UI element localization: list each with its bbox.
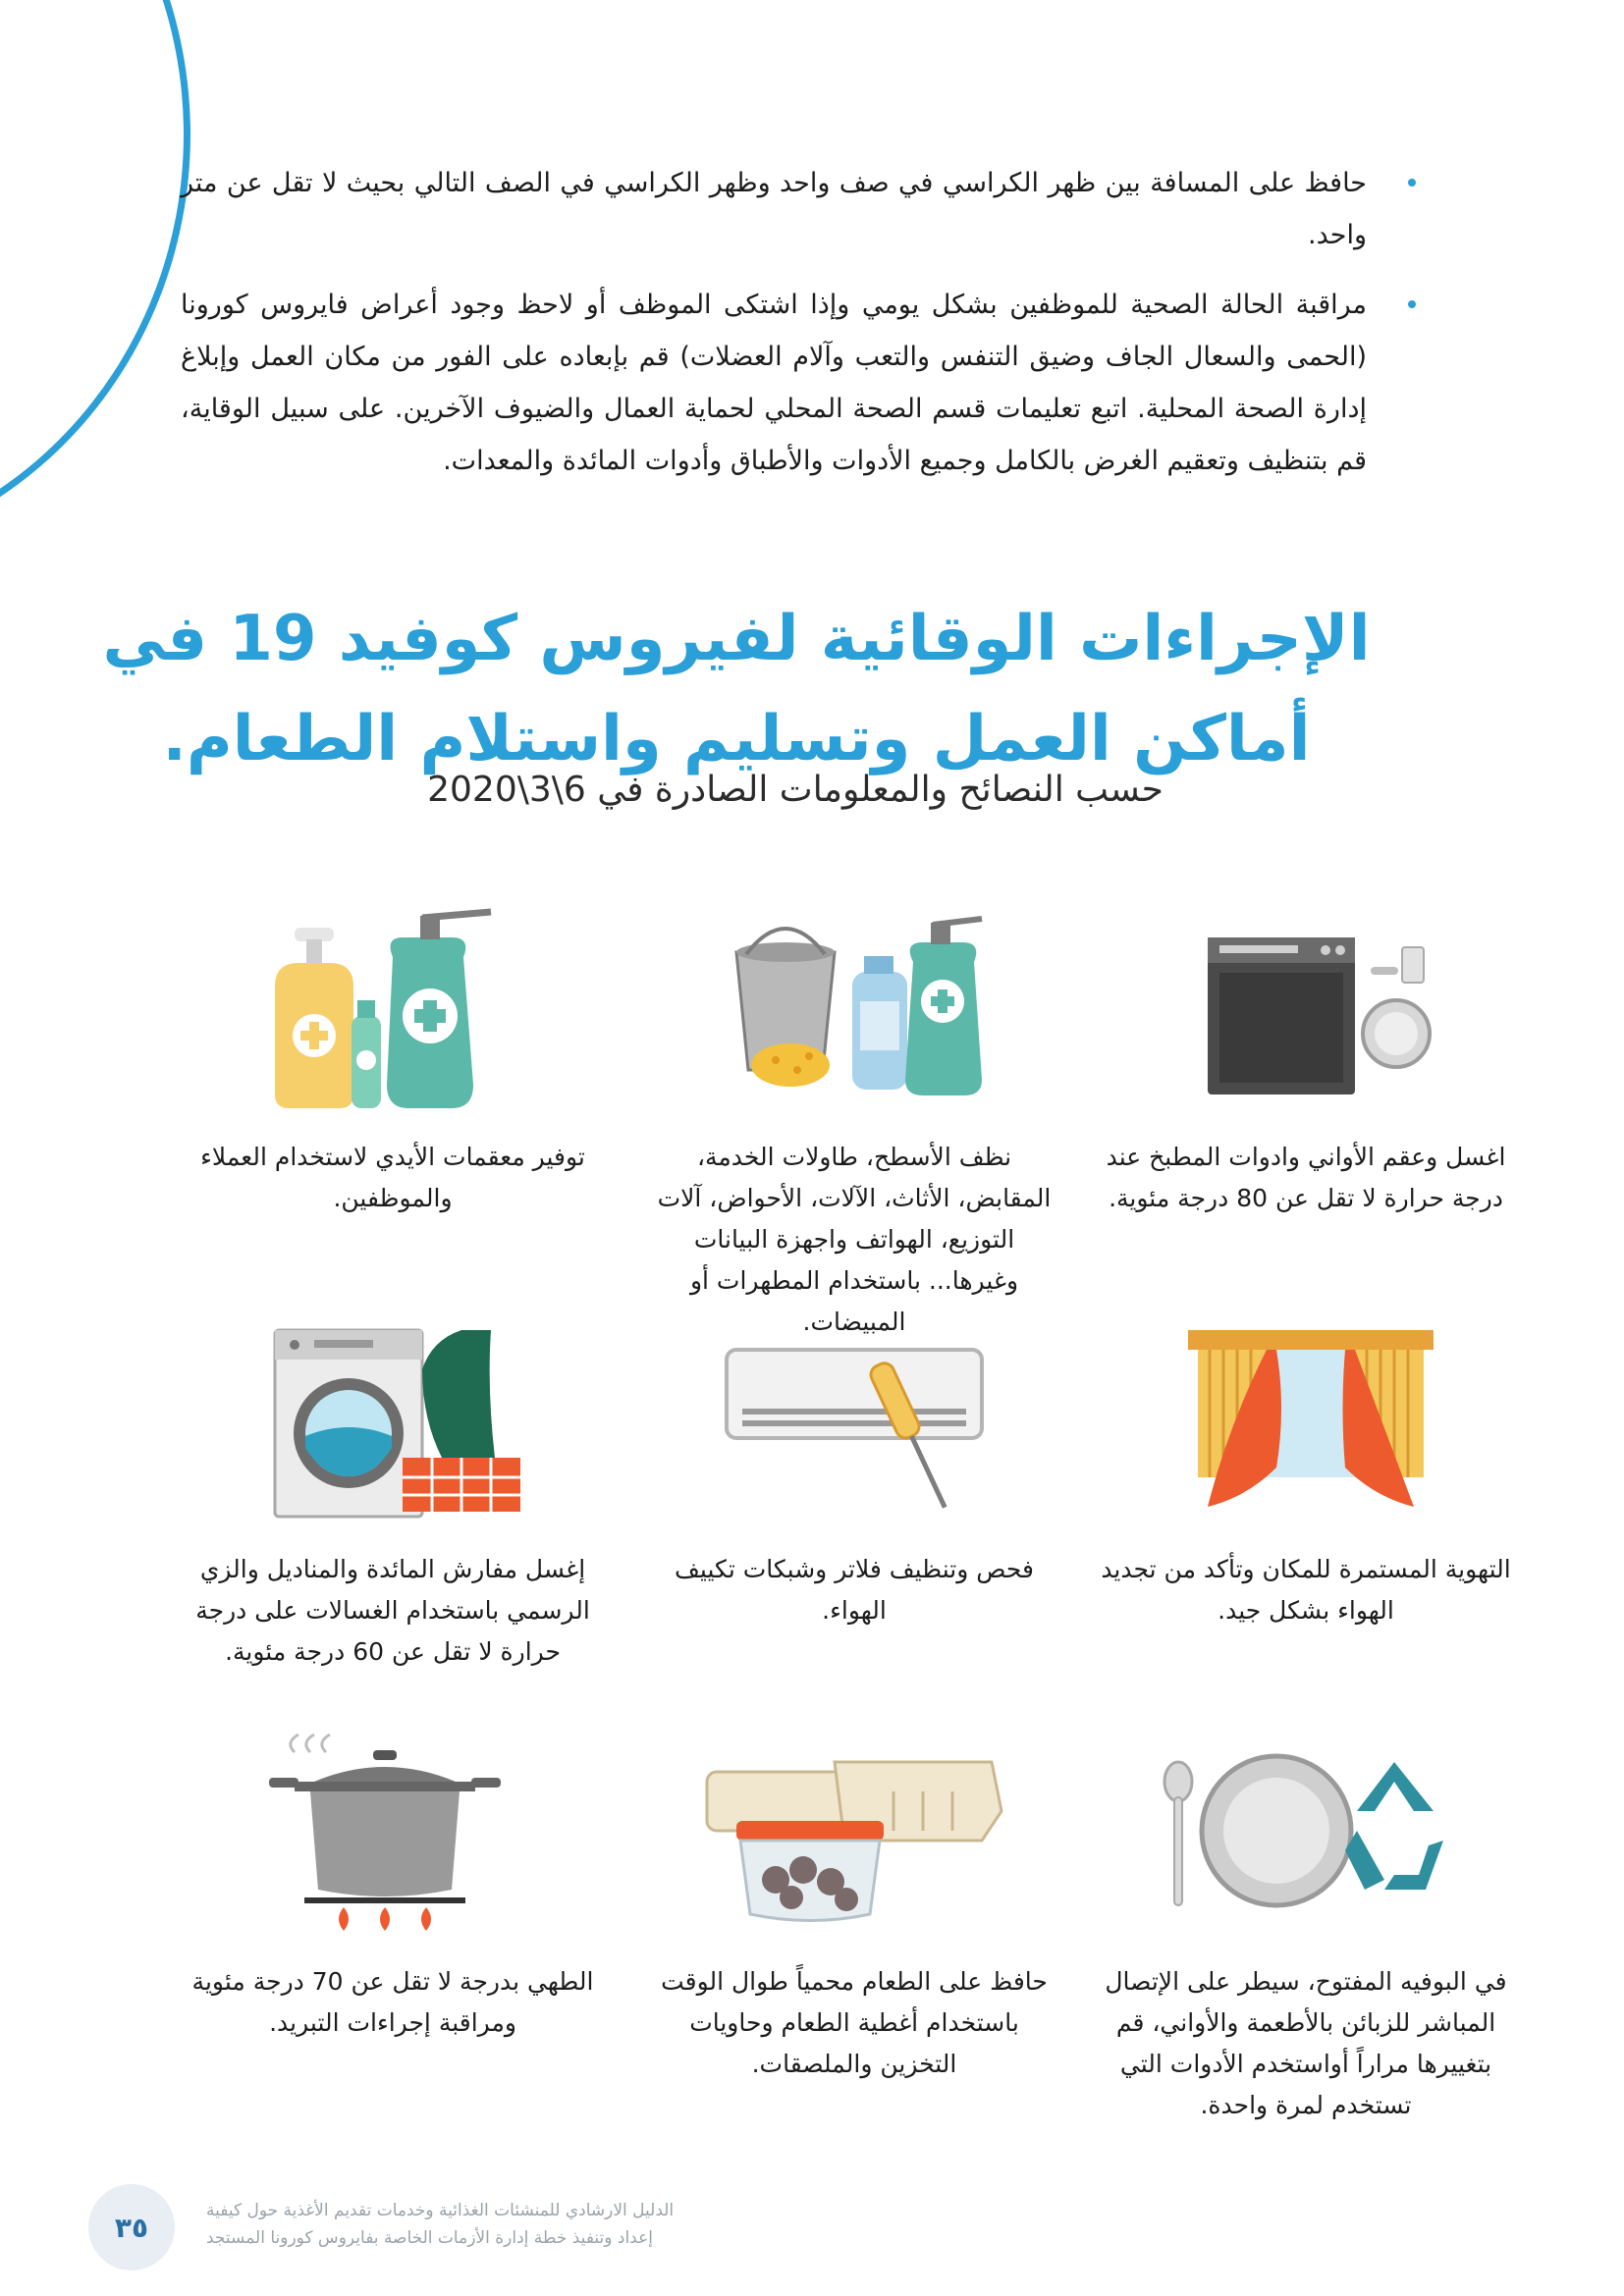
measure-caption: إغسل مفارش المائدة والمناديل والزي الرسمي باستخدام الغسالات على درجة حرارة لا تقل عن 60 درجة مئوية. [195,1555,590,1666]
measure-caption: في البوفيه المفتوح، سيطر على الإتصال المباشر للزبائن بالأطعمة والأواني، قم بتغييرها مراراً أواستخدم الأدوات التي تستخدم لمرة واحدة. [1105,1967,1507,2119]
footer [206,2197,795,2252]
measure-food-protection [648,1718,1060,2085]
measure-caption: حافظ على الطعام محمياً طوال الوقت باستخدام أغطية الطعام وحاويات التخزين والملصقات. [661,1967,1048,2078]
measure-caption: توفير معقمات الأيدي لاستخدام العملاء والموظفين. [200,1143,585,1212]
washing-machine-icon [187,1306,599,1531]
recycle-plate-icon [1100,1718,1512,1944]
dishwasher-icon [1100,893,1512,1119]
measure-caption: التهوية المستمرة للمكان وتأكد من تجديد الهواء بشكل جيد. [1101,1555,1511,1625]
bullet-list [181,157,1388,505]
cleaning-supplies-icon [648,893,1060,1119]
measure-ventilation [1100,1306,1512,1631]
measure-ac-filters [648,1306,1060,1631]
measure-surface-cleaning [648,893,1060,1343]
footer-line-2: إعداد وتنفيذ خطة إدارة الأزمات الخاصة بفايروس كورونا المستجد [206,2228,653,2248]
bullet-item: مراقبة الحالة الصحية للموظفين بشكل يومي وإذا اشتكى الموظف أو لاحظ وجود أعراض فايروس كورونا (الحمى والسعال الجاف وضيق التنفس والتعب وآلام العضلات) قم بإبعاده على الفور من مكان العمل وإبلاغ إدارة الصحة المحلية. اتبع تعليمات قسم الصحة المحلي لحماية العمال والضيوف الآخرين. على سبيل الوقاية، قم بتنظيف وتعقيم الغرض بالكامل وجميع الأدوات والأطباق وأدوات المائدة والمعدات. [181,279,1388,487]
food-container-icon [648,1718,1060,1944]
measure-hand-sanitizer [187,893,599,1219]
measure-buffet [1100,1718,1512,2126]
decorative-arc [0,0,190,563]
measure-dishwasher [1100,893,1512,1219]
bullet-item: حافظ على المسافة بين ظهر الكراسي في صف واحد وظهر الكراسي في الصف التالي بحيث لا تقل عن متر واحد. [181,157,1388,261]
measure-caption: فحص وتنظيف فلاتر وشبكات تكييف الهواء. [675,1555,1034,1625]
title-line-2: أماكن العمل وتسليم واستلام الطعام. [162,703,1311,775]
measures-grid [137,893,1512,2140]
measure-caption: اغسل وعقم الأواني وادوات المطبخ عند درجة حرارة لا تقل عن 80 درجة مئوية. [1106,1143,1506,1212]
measure-cooking-temp [187,1718,599,2044]
hand-sanitizer-icon [187,893,599,1119]
title-line-1: الإجراءات الوقائية لفيروس كوفيد 19 في [102,603,1371,675]
cooking-pot-icon [187,1718,599,1944]
air-conditioner-icon [648,1306,1060,1531]
measure-laundry [187,1306,599,1673]
page-subtitle: حسب النصائح والمعلومات الصادرة في 6\3\2020 [427,770,1164,810]
measure-caption: نظف الأسطح، طاولات الخدمة، المقابض، الأثاث، الآلات، الأحواض، آلات التوزيع، الهواتف واجهزة البيانات وغيرها... باستخدام المطهرات أو المبيضات. [657,1143,1052,1336]
open-window-icon [1100,1306,1512,1531]
page-number: ٣٥ [88,2184,175,2270]
footer-line-1: الدليل الارشادي للمنشئات الغذائية وخدمات تقديم الأغذية حول كيفية [206,2201,675,2220]
measure-caption: الطهي بدرجة لا تقل عن 70 درجة مئوية ومراقبة إجراءات التبريد. [191,1967,594,2037]
page-title [98,589,1375,789]
